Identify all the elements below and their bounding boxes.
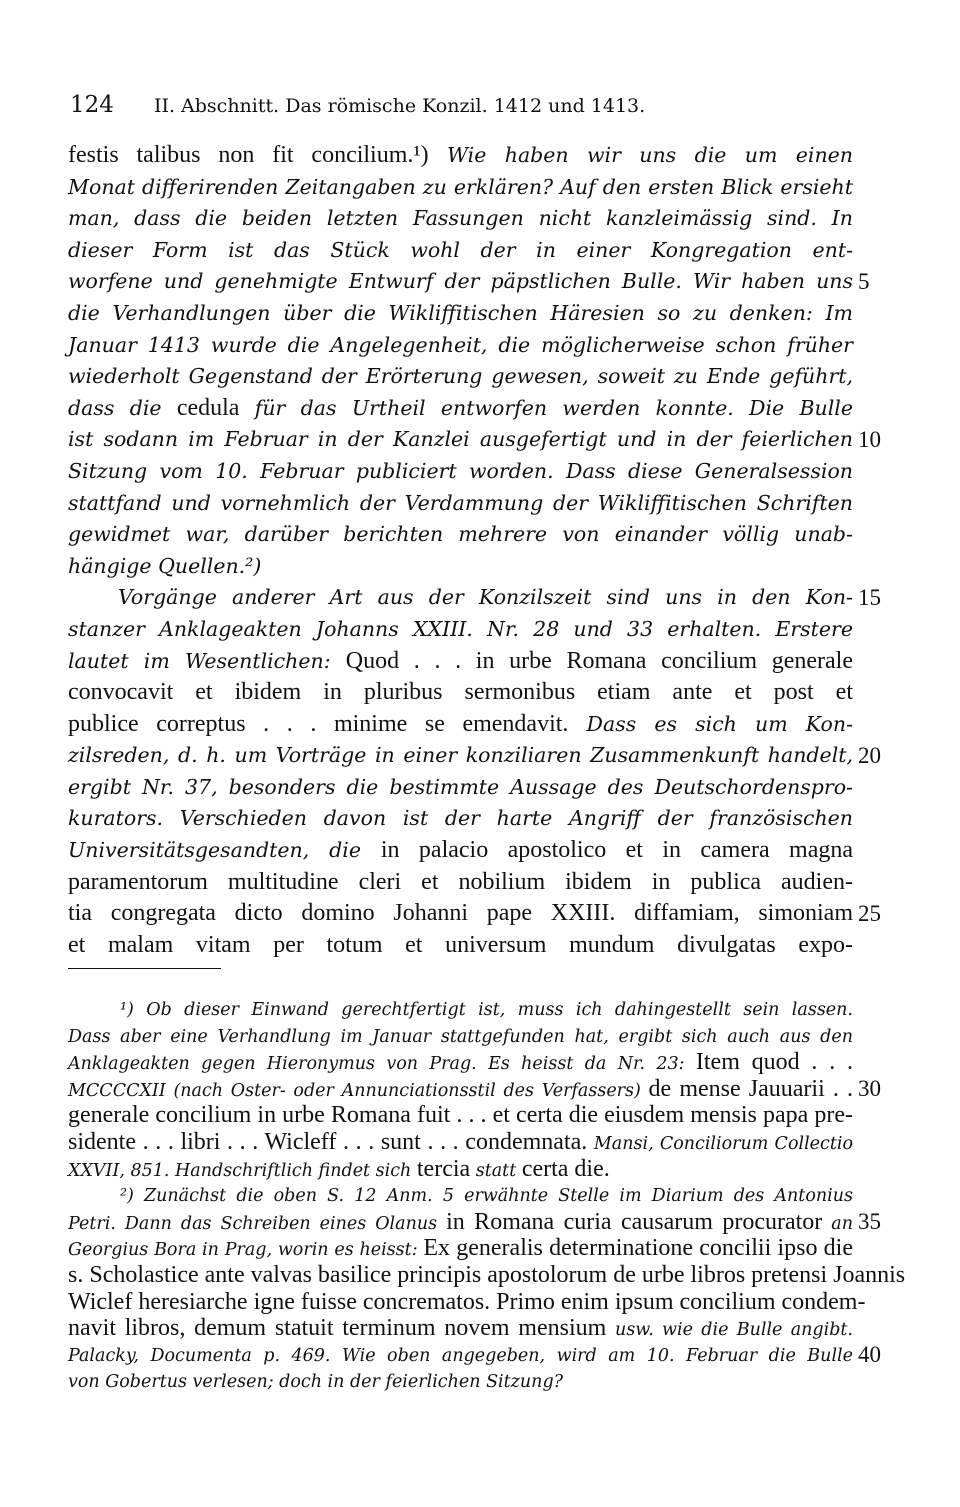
italic-text: wiederholt Gegenstand der Erörterung gewesen, soweit zu Ende geführt,: [68, 364, 853, 389]
main-text: [68, 140, 853, 961]
footnote-line: [68, 1261, 906, 1289]
text-line: [68, 298, 853, 330]
line-number: 35: [858, 1208, 881, 1234]
italic-text: kurators. Verschieden davon ist der harte Angriff der französischen: [68, 806, 853, 831]
roman-text: sidente . . . libri . . . Wicleff . . . sunt . . . condemnata.: [68, 1128, 594, 1155]
italic-text: an: [822, 1213, 853, 1234]
line-number: 25: [858, 901, 881, 927]
line-number: 30: [858, 1075, 881, 1101]
line-number: 40: [858, 1341, 881, 1367]
italic-text: XXVII, 851. Handschriftlich findet sich: [68, 1160, 417, 1181]
italic-text: ²) Zunächst die oben S. 12 Anm. 5 erwähnte Stelle im Diarium des Antonius: [120, 1186, 853, 1207]
text-line: [68, 582, 853, 614]
italic-text: von Gobertus verlesen; doch in der feierlichen Sitzung?: [68, 1372, 564, 1393]
italic-text: lautet im Wesentlichen:: [68, 648, 346, 673]
italic-text: ist sodann im Februar in der Kanzlei ausgefertigt und in der feierlichen: [68, 427, 853, 452]
italic-text: statt: [470, 1160, 522, 1181]
footnote-line: [68, 1342, 853, 1369]
italic-text: zilsreden, d. h. um Vorträge in einer konziliaren Zusammenkunft handelt,: [68, 743, 853, 768]
text-line: [68, 172, 853, 204]
roman-text: cedula: [176, 394, 240, 421]
italic-text: Anklageakten gegen Hieronymus von Prag. Es heisst da Nr. 23:: [68, 1054, 696, 1075]
italic-text: Monat differirenden Zeitangaben zu erklären? Auf den ersten Blick ersieht: [68, 174, 853, 199]
italic-text: dieser Form ist das Stück wohl der in einer Kongregation ent-: [68, 237, 853, 262]
text-line: [68, 551, 853, 583]
roman-text: paramentorum multitudine cleri et nobilium ibidem in publica audien-: [68, 868, 853, 895]
text-line: [68, 361, 853, 393]
text-line: [68, 519, 853, 551]
italic-text: Petri. Dann das Schreiben eines Olanus: [68, 1213, 447, 1234]
italic-text: gewidmet war, darüber berichten mehrere von einander völlig unab-: [68, 522, 853, 547]
footnote-line: [68, 1182, 853, 1209]
text-line: [68, 266, 853, 298]
text-line: [68, 140, 853, 172]
text-line: [68, 930, 853, 962]
footnote-rule: [68, 968, 221, 969]
footnote-line: [68, 1156, 853, 1183]
footnote-line: [68, 1368, 853, 1395]
roman-text: Item quod . . .: [695, 1049, 854, 1076]
footnote-line: [68, 1235, 853, 1262]
footnote-line: [68, 1129, 853, 1156]
italic-text: Palacky, Documenta p. 469. Wie oben angegeben, wird am 10. Februar die Bulle: [68, 1345, 853, 1366]
roman-text: in Romana curia causarum procurator: [446, 1208, 823, 1235]
italic-text: Sitzung vom 10. Februar publiciert worden. Dass diese Generalsession: [68, 458, 853, 483]
roman-text: generale concilium in urbe Romana fuit . . . et certa die eiusdem mensis papa pre-: [68, 1102, 853, 1129]
roman-text: s. Scholastice ante valvas basilice principis apostolorum de urbe libros pretensi Joannis: [68, 1261, 906, 1288]
italic-text: die Verhandlungen über die Wikliffitischen Häresien so zu denken: Im: [68, 300, 853, 325]
roman-text: Ex generalis determinatione concilii ipso die: [423, 1235, 854, 1262]
roman-text: Quod . . . in urbe Romana concilium generale: [345, 647, 853, 674]
italic-text: Georgius Bora in Prag, worin es heisst:: [68, 1240, 424, 1261]
italic-text: Vorgänge anderer Art aus der Konzilszeit sind uns in den Kon-: [118, 585, 853, 610]
roman-text: certa die.: [521, 1155, 610, 1182]
text-line: [68, 709, 853, 741]
italic-text: ergibt Nr. 37, besonders die bestimmte Aussage des Deutschordenspro-: [68, 774, 853, 799]
text-line: [68, 235, 853, 267]
text-line: [68, 740, 853, 772]
italic-text: Mansi, Conciliorum Collectio: [593, 1133, 853, 1154]
text-line: [68, 614, 853, 646]
roman-text: festis talibus non fit concilium.¹): [68, 142, 429, 168]
footnote-line: [68, 1102, 853, 1129]
footnote-line: [68, 1209, 853, 1236]
text-line: [68, 203, 853, 235]
italic-text: MCCCCXII (nach Oster- oder Annunciationsstil des Verfassers): [68, 1080, 649, 1101]
footnote-line: [68, 996, 853, 1023]
footnote-line: [68, 1288, 866, 1316]
italic-text: Wie haben wir uns die um einen: [428, 143, 854, 167]
text-line: [68, 646, 853, 678]
text-line: [68, 803, 853, 835]
text-line: [68, 772, 853, 804]
footnote-line: [68, 1076, 853, 1103]
text-line: [68, 677, 853, 709]
roman-text: de mense Jauuarii . .: [648, 1075, 854, 1102]
text-line: [68, 898, 853, 930]
text-line: [68, 867, 853, 899]
italic-text: stanzer Anklageakten Johanns XXIII. Nr. 28 und 33 erhalten. Erstere: [68, 616, 853, 641]
italic-text: ¹) Ob dieser Einwand gerechtfertigt ist, muss ich dahingestellt sein lassen.: [120, 1000, 853, 1020]
footnote-line: [68, 1315, 853, 1342]
page-number: 124: [70, 92, 114, 118]
italic-text: stattfand und vornehmlich der Verdammung der Wikliffitischen Schriften: [68, 490, 853, 515]
text-line: [68, 456, 853, 488]
footnote-line: [68, 1049, 853, 1076]
footnote-line: [68, 1023, 853, 1050]
italic-text: Dass es sich um Kon-: [568, 711, 853, 736]
roman-text: navit libros, demum statuit terminum novem mensium: [68, 1315, 616, 1342]
italic-text: man, dass die beiden letzten Fassungen nicht kanzleimässig sind. In: [68, 206, 853, 231]
line-number: 10: [858, 427, 881, 453]
italic-text: Dass aber eine Verhandlung im Januar stattgefunden hat, ergibt sich auch aus den: [68, 1026, 853, 1047]
roman-text: publice correptus . . . minime se emendavit.: [68, 710, 569, 737]
italic-text: worfene und genehmigte Entwurf der päpstlichen Bulle. Wir haben uns: [68, 269, 853, 294]
running-title: II. Abschnitt. Das römische Konzil. 1412 und 1413.: [153, 95, 646, 117]
roman-text: et malam vitam per totum et universum mundum divulgatas expo-: [68, 931, 853, 958]
roman-text: tercia: [416, 1155, 471, 1182]
text-line: [68, 488, 853, 520]
text-line: [68, 393, 853, 425]
line-number: 15: [858, 585, 881, 611]
italic-text: usw. wie die Bulle angibt.: [615, 1320, 853, 1341]
running-head: [70, 92, 870, 118]
italic-text: Universitätsgesandten, die: [68, 838, 381, 863]
text-line: [68, 330, 853, 362]
italic-text: Januar 1413 wurde die Angelegenheit, die möglicherweise schon früher: [68, 332, 853, 357]
italic-text: für das Urtheil entworfen werden konnte. Die Bulle: [239, 395, 853, 420]
line-number: 5: [858, 269, 870, 295]
line-number: 20: [858, 743, 881, 769]
text-line: [68, 835, 853, 867]
roman-text: Wiclef heresiarche igne fuisse concrematos. Primo enim ipsum concilium condem-: [68, 1288, 866, 1315]
italic-text: hängige Quellen.²): [68, 553, 262, 578]
roman-text: tia congregata dicto domino Johanni pape XXIII. diffamiam, simoniam: [68, 900, 853, 927]
roman-text: in palacio apostolico et in camera magna: [380, 837, 853, 864]
roman-text: convocavit et ibidem in pluribus sermonibus etiam ante et post et: [68, 679, 853, 706]
italic-text: dass die: [68, 395, 177, 420]
text-line: [68, 424, 853, 456]
